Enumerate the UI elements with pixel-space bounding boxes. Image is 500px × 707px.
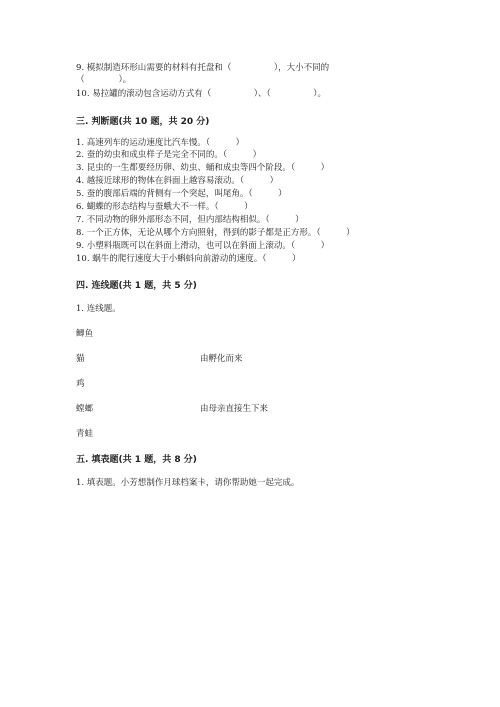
true-false-item: 7. 不同动物的卵外部形态不同，但内部结构相似。（ ） [76,215,304,225]
true-false-item: 8. 一个正方体，无论从哪个方向照射，得到的影子都是正方形。（ ） [76,228,355,238]
true-false-item: 9. 小塑料瓶既可以在斜面上滑动，也可以在斜面上滚动。（ ） [76,241,330,251]
true-false-item: 10. 蜗牛的爬行速度大于小蝌蚪向前游动的速度。（ ） [76,254,301,264]
matching-question: 1. 连线题。 [76,304,121,314]
true-false-item: 2. 蚕的幼虫和成虫样子是完全不同的。（ ） [76,150,262,160]
section-3-heading: 三. 判断题(共 10 题，共 20 分) [76,117,210,127]
true-false-item: 5. 蚕的腹部后端的背侧有一个突起，叫尾角。（ ） [76,189,287,199]
animal-label: 青蛙 [76,429,94,439]
true-false-item: 6. 蝴蝶的形态结构与蚕蛾大不一样。（ ） [76,202,253,212]
table-question: 1. 填表题。小芳想制作月球档案卡，请你帮助她一起完成。 [76,478,300,488]
category-label: 由孵化而来 [200,354,243,364]
true-false-item: 4. 越接近球形的物体在斜面上越容易滚动。（ ） [76,176,279,186]
question-9-line-2: （ ）。 [76,75,132,85]
animal-label: 鲫鱼 [76,329,94,339]
category-label: 由母亲直接生下来 [200,404,269,414]
true-false-item: 3. 昆虫的一生都要经历卵、幼虫、蛹和成虫等四个阶段。（ ） [76,163,330,173]
animal-label: 猫 [76,354,85,364]
question-10: 10. 易拉罐的滚动包含运动方式有（ ）、（ ）。 [76,89,326,99]
animal-label: 鸡 [76,379,85,389]
true-false-item: 1. 高速列车的运动速度比汽车慢。（ ） [76,138,245,148]
question-9-line-1: 9. 模拟制造环形山需要的材料有托盘和（ ），大小不同的 [76,63,330,73]
section-5-heading: 五. 填表题(共 1 题，共 8 分) [76,455,197,465]
section-4-heading: 四. 连线题(共 1 题，共 5 分) [76,281,197,291]
animal-label: 螳螂 [76,404,94,414]
